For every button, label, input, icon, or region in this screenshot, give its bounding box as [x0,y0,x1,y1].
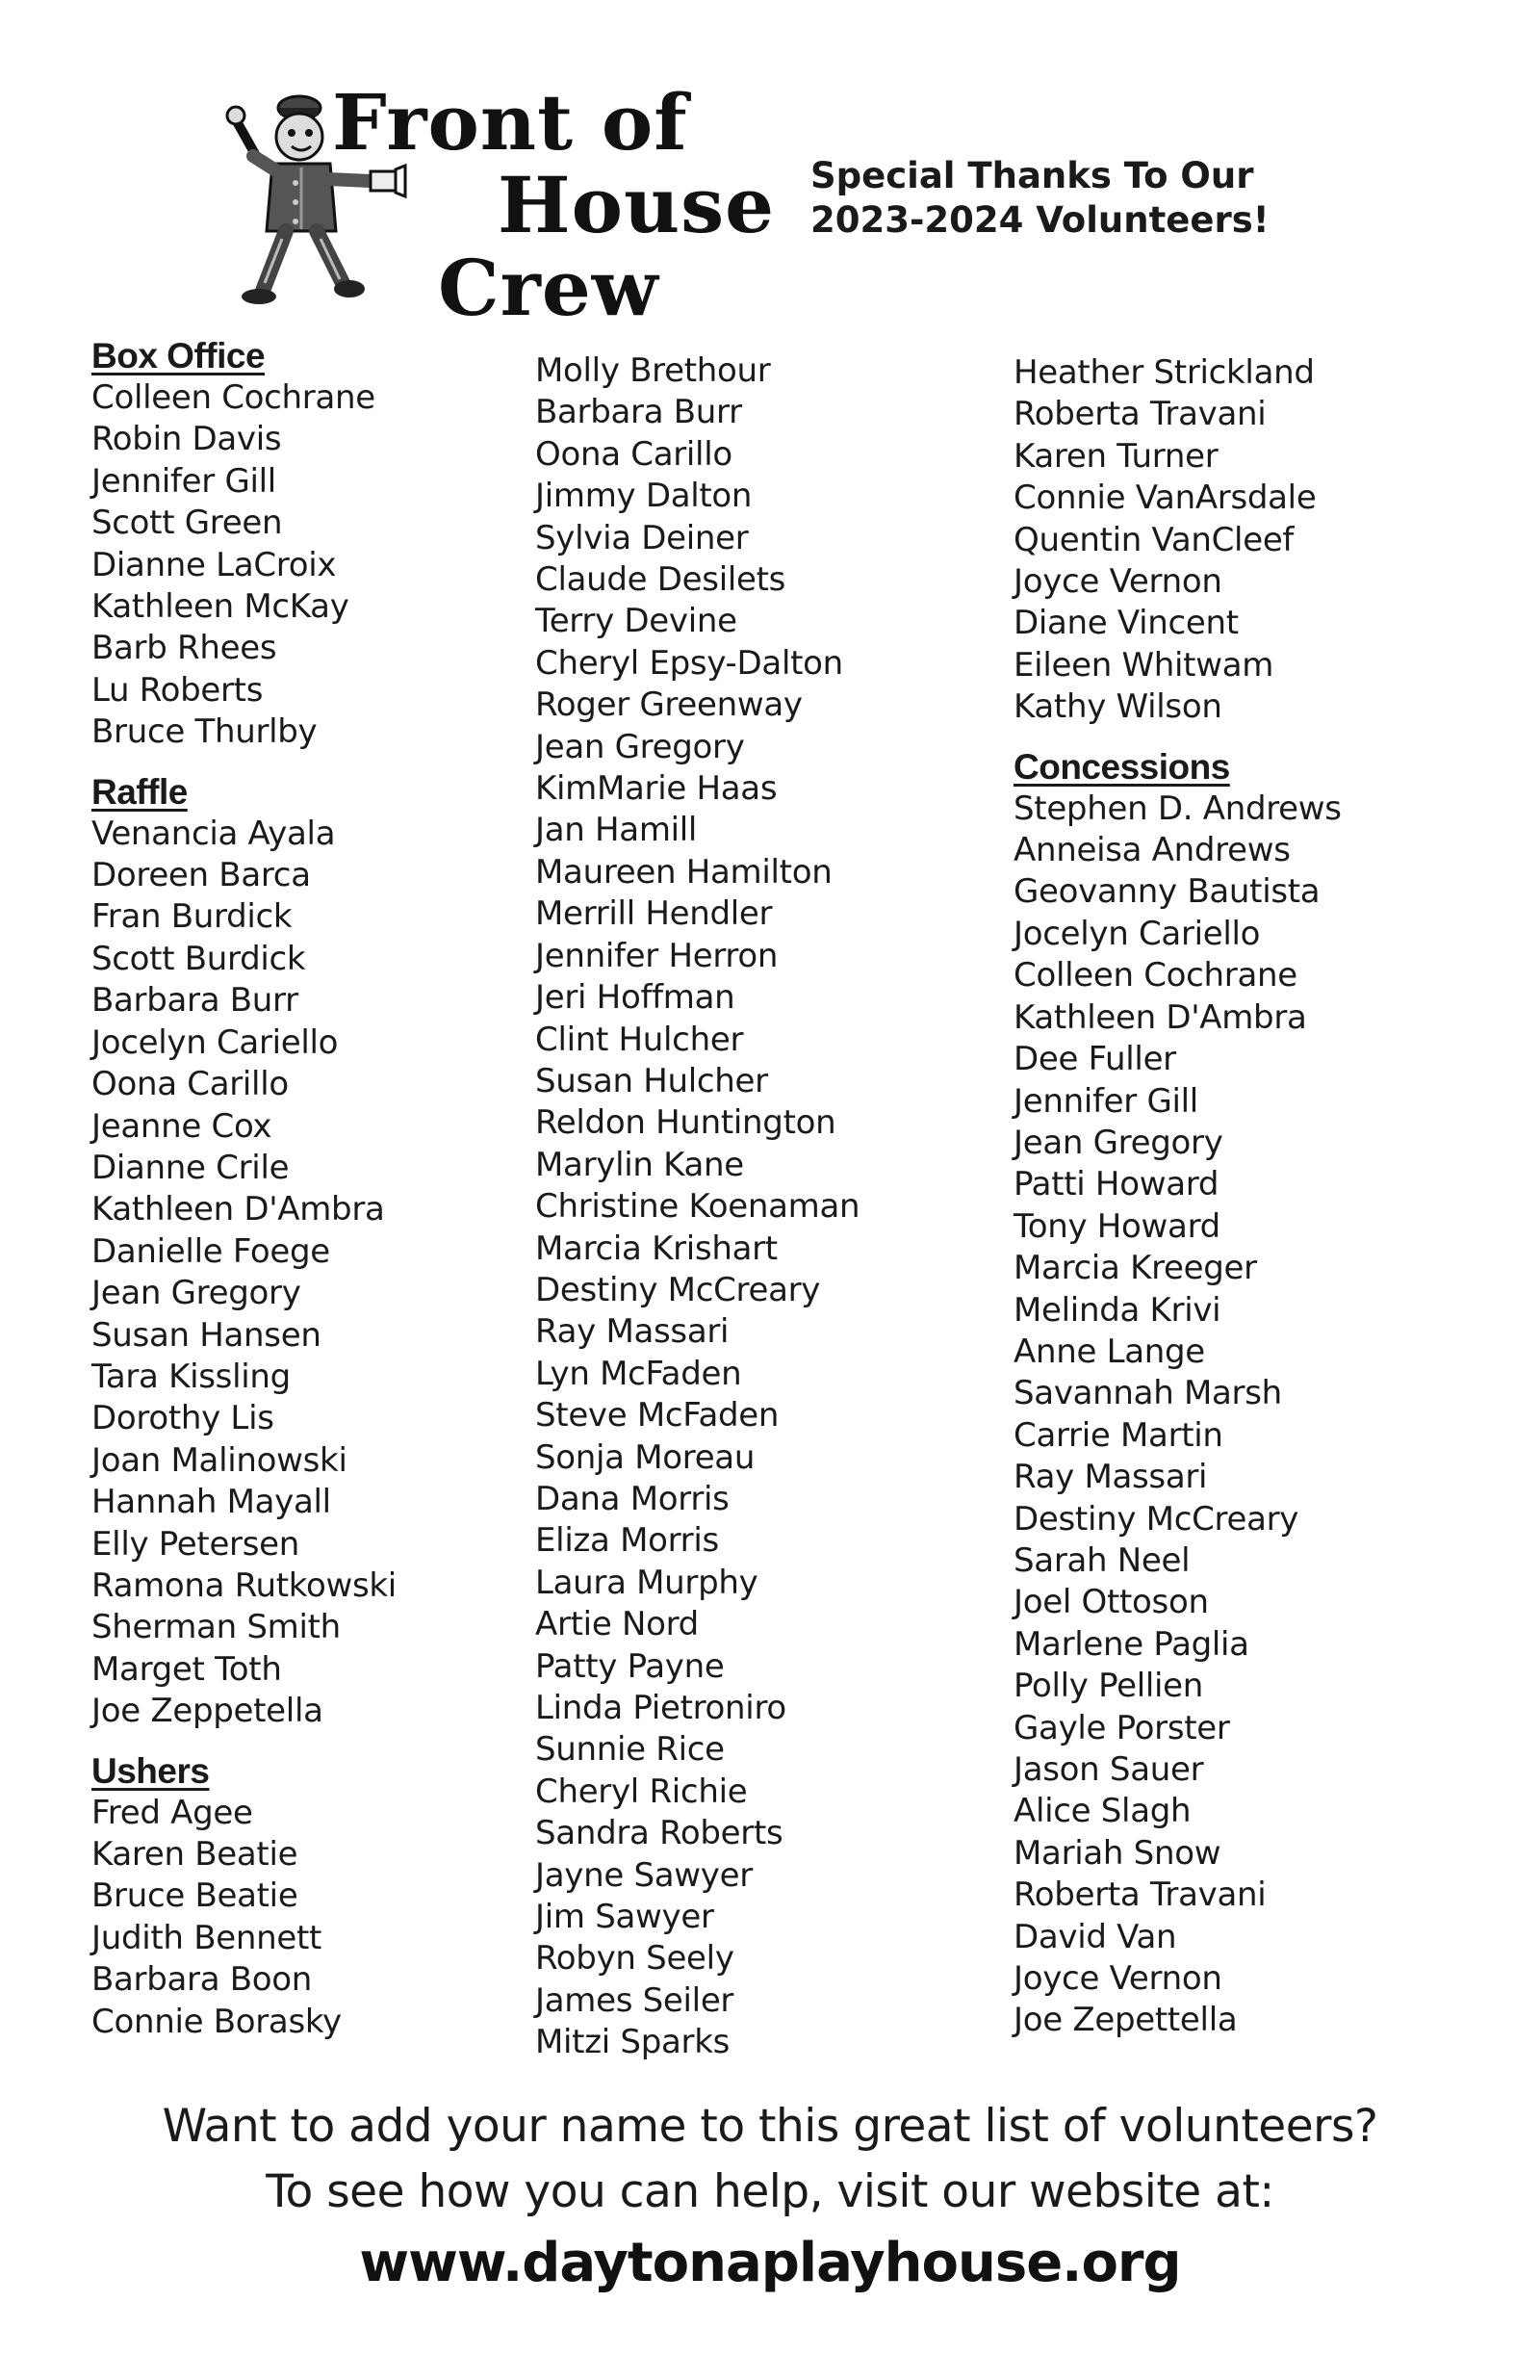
volunteer-list [1014,352,1342,729]
volunteer-name: Marlene Paglia [1014,1624,1249,1664]
section-ushers-continued-2 [1014,352,1342,729]
footer-invite-text: Want to add your name to this great list of volunteers? [162,2100,1378,2153]
volunteer-name: Savannah Marsh [1014,1374,1282,1413]
volunteer-name: Joyce Vernon [1014,562,1222,602]
volunteer-name: Colleen Cochrane [91,378,375,417]
volunteer-name: Robyn Seely [535,1939,734,1979]
volunteer-name: Jason Sauer [1014,1750,1204,1789]
volunteer-name: Judith Bennett [91,1918,322,1957]
volunteer-name: Anneisa Andrews [1014,831,1291,870]
volunteer-name: Joel Ottoson [1014,1583,1209,1622]
volunteer-name: Jeri Hoffman [535,978,735,1018]
volunteer-name: Dee Fuller [1014,1040,1176,1079]
logo-line-crew: Crew [438,243,659,333]
volunteer-name: Barb Rhees [91,629,277,668]
logo-line-front-of: Front of [332,77,688,168]
volunteer-name: Polly Pellien [1014,1667,1204,1706]
volunteer-name: Connie Borasky [91,2002,342,2041]
volunteer-name: Sarah Neel [1014,1540,1191,1580]
volunteer-name: Heather Strickland [1014,353,1315,392]
section-box-office [91,335,397,754]
volunteer-name: Joe Zeppetella [91,1692,323,1731]
volunteer-name: Robin Davis [91,420,282,459]
volunteer-name: Scott Burdick [91,939,306,978]
volunteer-name: Ramona Rutkowski [91,1565,397,1605]
volunteer-name: Jocelyn Cariello [91,1022,339,1062]
volunteer-name: Oona Carillo [535,434,732,474]
volunteer-name: Joe Zepettella [1014,2001,1238,2040]
volunteer-name: Jocelyn Cariello [1014,914,1261,953]
volunteer-name: Marcia Kreeger [1014,1249,1257,1288]
volunteer-name: Jennifer Herron [535,936,779,975]
volunteer-name: Lu Roberts [91,670,264,710]
volunteer-name: Jean Gregory [91,1274,301,1313]
thanks-line-2: 2023-2024 Volunteers! [810,199,1270,241]
volunteer-name: Eliza Morris [535,1521,719,1561]
volunteer-name: Artie Nord [535,1605,699,1644]
volunteer-list [91,377,397,754]
volunteer-name: Jeanne Cox [91,1106,272,1146]
volunteer-name: Ray Massari [535,1312,730,1352]
volunteer-name: KimMarie Haas [535,769,778,809]
section-ushers [91,1750,397,2043]
section-heading: Box Office [91,336,266,375]
volunteer-name: Doreen Barca [91,856,311,895]
volunteer-name: Molly Brethour [535,351,771,390]
volunteer-name: Geovanny Bautista [1014,872,1321,912]
volunteer-name: Roger Greenway [535,686,803,725]
volunteer-name: Destiny McCreary [1014,1499,1299,1539]
section-concessions [1014,746,1342,2042]
section-ushers-continued [535,350,860,2064]
volunteer-name: Laura Murphy [535,1563,758,1602]
volunteer-name: Reldon Huntington [535,1103,836,1143]
volunteer-name: Fred Agee [91,1793,253,1832]
logo-title [332,77,794,333]
volunteer-name: Patti Howard [1014,1165,1219,1204]
volunteer-name: Marylin Kane [535,1145,744,1184]
volunteer-name: Maureen Hamilton [535,852,833,892]
volunteer-name: Kathleen McKay [91,587,349,627]
volunteer-name: Jayne Sawyer [535,1855,753,1895]
section-heading: Ushers [91,1750,210,1791]
volunteer-name: Jennifer Gill [1014,1081,1198,1121]
volunteer-name: Jean Gregory [1014,1123,1223,1162]
volunteer-name: Quentin VanCleef [1014,520,1295,559]
volunteer-name: James Seiler [535,1980,734,2020]
volunteer-name: Lyn McFaden [535,1354,742,1393]
volunteer-name: Marcia Krishart [535,1229,778,1268]
volunteer-name: Connie VanArsdale [1014,479,1317,518]
volunteer-name: Mariah Snow [1014,1833,1221,1873]
volunteer-name: Bruce Beatie [91,1876,298,1916]
volunteer-name: Dorothy Lis [91,1399,274,1438]
volunteer-name: Jennifer Gill [91,461,276,501]
volunteer-name: Anne Lange [1014,1332,1205,1371]
volunteer-name: Scott Green [91,504,283,543]
volunteer-name: Carrie Martin [1014,1415,1223,1455]
volunteer-name: Claude Desilets [535,560,786,600]
volunteer-name: Karen Turner [1014,436,1219,476]
volunteer-name: Eileen Whitwam [1014,645,1274,685]
volunteer-name: Dana Morris [535,1479,730,1518]
volunteer-list [1014,789,1342,2042]
volunteer-name: Susan Hansen [91,1315,321,1355]
volunteer-name: Mitzi Sparks [535,2023,730,2062]
volunteer-name: Venancia Ayala [91,814,336,853]
volunteer-name: Melinda Krivi [1014,1290,1221,1330]
volunteer-name: Alice Slagh [1014,1792,1192,1831]
volunteer-name: Jan Hamill [535,811,698,850]
column-2 [535,350,860,2082]
volunteer-name: Ray Massari [1014,1458,1208,1497]
volunteer-list [91,1793,397,2043]
volunteer-name: Linda Pietroniro [535,1689,786,1727]
volunteer-name: Joyce Vernon [1014,1959,1222,1999]
volunteer-columns [0,335,1540,2068]
volunteer-name: Clint Hulcher [535,1020,744,1059]
volunteer-name: Danielle Foege [91,1231,330,1271]
volunteer-name: Steve McFaden [535,1396,780,1436]
volunteer-name: Bruce Thurlby [91,712,318,752]
thanks-line-1: Special Thanks To Our [810,155,1254,196]
volunteer-name: Karen Beatie [91,1835,298,1874]
volunteer-name: Oona Carillo [91,1065,289,1104]
volunteer-name: Diane Vincent [1014,604,1239,643]
volunteer-name: Jim Sawyer [535,1898,714,1937]
volunteer-name: Fran Burdick [91,897,293,937]
page-footer [0,2094,1540,2300]
volunteer-name: Terry Devine [535,602,737,641]
volunteer-name: Cheryl Richie [535,1772,748,1811]
volunteer-name: Tara Kissling [91,1357,291,1396]
section-heading: Concessions [1014,746,1230,787]
volunteer-name: Sylvia Deiner [535,518,749,557]
volunteer-name: Susan Hulcher [535,1061,768,1100]
volunteer-name: Hannah Mayall [91,1483,331,1522]
volunteer-name: Kathleen D'Ambra [1014,997,1307,1037]
volunteer-name: Marget Toth [91,1649,282,1689]
column-1 [91,335,397,2060]
volunteer-name: Tony Howard [1014,1206,1220,1246]
volunteer-name: Dianne Crile [91,1148,290,1187]
volunteer-name: Sonja Moreau [535,1437,756,1477]
section-heading: Raffle [91,771,188,812]
volunteer-name: Merrill Hendler [535,894,773,934]
volunteer-name: Jimmy Dalton [535,477,753,516]
volunteer-name: Sandra Roberts [535,1814,783,1853]
page-header [0,0,1540,333]
volunteer-name: Kathy Wilson [1014,687,1222,727]
logo-line-house: House [498,160,776,250]
volunteer-name: Sunnie Rice [535,1730,725,1770]
volunteer-list [535,350,860,2064]
volunteer-name: Elly Petersen [91,1524,300,1564]
volunteer-name: Stephen D. Andrews [1014,789,1342,828]
volunteer-name: Jean Gregory [535,727,745,766]
volunteer-name: Barbara Burr [535,393,742,432]
thanks-heading [810,154,1311,243]
volunteer-name: Colleen Cochrane [1014,956,1297,996]
section-raffle [91,771,397,1733]
column-3 [1014,352,1342,2059]
volunteer-name: Barbara Burr [91,981,298,1021]
website-link[interactable]: www.daytonaplayhouse.org [359,2232,1181,2294]
volunteer-name: Joan Malinowski [91,1440,347,1480]
volunteer-name: Dianne LaCroix [91,545,337,584]
footer-help-text: To see how you can help, visit our website at: [266,2165,1274,2218]
volunteer-name: David Van [1014,1917,1177,1956]
volunteer-name: Sherman Smith [91,1608,341,1647]
volunteer-name: Kathleen D'Ambra [91,1190,385,1229]
volunteer-name: Gayle Porster [1014,1708,1230,1747]
volunteer-name: Barbara Boon [91,1960,313,2000]
volunteer-name: Patty Payne [535,1646,725,1686]
volunteer-name: Roberta Travani [1014,1876,1267,1915]
volunteer-list [91,814,397,1733]
volunteer-name: Cheryl Epsy-Dalton [535,643,843,683]
volunteer-name: Christine Koenaman [535,1187,860,1227]
volunteer-name: Destiny McCreary [535,1270,821,1309]
volunteer-name: Roberta Travani [1014,395,1267,434]
